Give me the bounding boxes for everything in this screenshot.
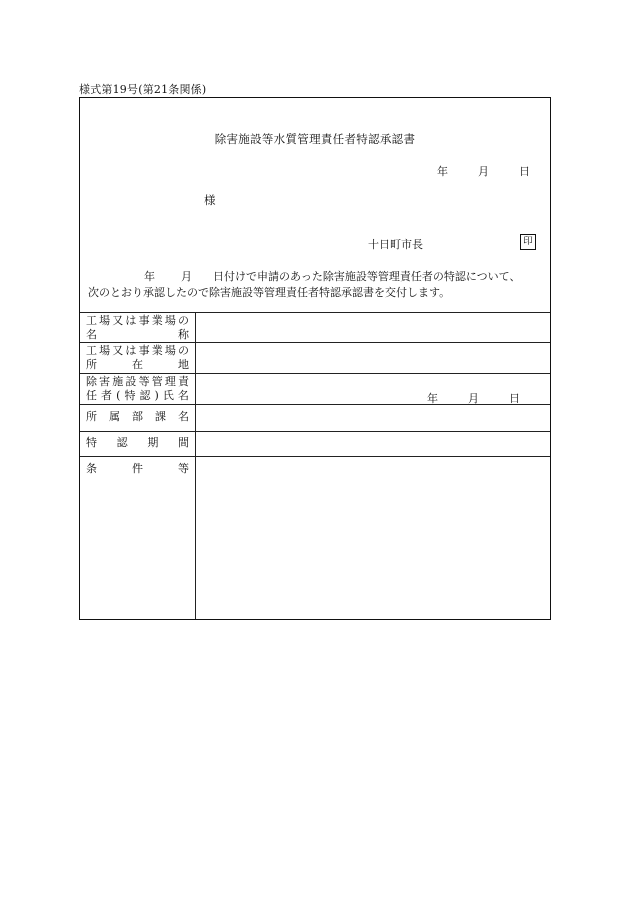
label-text: 特 認 期 間	[86, 436, 189, 449]
issuer-name: 十日町市長	[368, 238, 423, 251]
body-year: 年	[144, 270, 155, 283]
issue-date	[437, 163, 530, 179]
document-title: 除害施設等水質管理責任者特認承認書	[214, 132, 416, 146]
label-text: 条 件 等	[86, 462, 189, 475]
row-factory-name	[80, 312, 550, 343]
label-text: 所 属 部 課 名	[86, 410, 189, 423]
body-text-line-1	[80, 268, 520, 284]
form-number: 様式第19号(第21条関係)	[79, 83, 207, 96]
label-factory-location	[80, 342, 196, 373]
row-department	[80, 404, 550, 432]
label-line-1: 工 場 又 は 事 業 場 の	[86, 344, 189, 357]
row-date-day: 日	[509, 392, 520, 405]
label-conditions	[80, 456, 196, 619]
body-text-1: 日付けで申請のあった除害施設等管理責任者の特認について、	[213, 270, 521, 283]
form-header-section	[80, 98, 550, 313]
date-month: 月	[478, 165, 489, 178]
row-conditions	[80, 456, 550, 619]
row-factory-location	[80, 342, 550, 374]
date-year: 年	[437, 165, 448, 178]
body-month: 月	[181, 270, 192, 283]
body-text-line-2: 次のとおり承認したので除害施設等管理責任者特認承認書を交付します。	[88, 286, 451, 299]
form-rows	[80, 312, 550, 619]
label-line-2: 所 在 地	[86, 358, 189, 371]
approval-form	[79, 97, 551, 620]
row-manager-name	[80, 373, 550, 405]
label-line-1: 除 害 施 設 等 管 理 責	[86, 375, 189, 388]
row-date-month: 月	[468, 392, 479, 405]
row-date-year: 年	[427, 392, 438, 405]
label-approval-period	[80, 431, 196, 456]
date-day: 日	[519, 165, 530, 178]
row-approval-period	[80, 431, 550, 457]
label-manager-name	[80, 373, 196, 404]
seal-mark: 印	[520, 234, 536, 250]
addressee: 様	[204, 193, 216, 207]
label-line-2: 名 称	[86, 328, 189, 341]
label-department	[80, 404, 196, 431]
label-factory-name	[80, 312, 196, 342]
label-line-1: 工 場 又 は 事 業 場 の	[86, 314, 189, 327]
label-line-2: 任 者 ( 特 認 ) 氏 名	[86, 389, 189, 402]
